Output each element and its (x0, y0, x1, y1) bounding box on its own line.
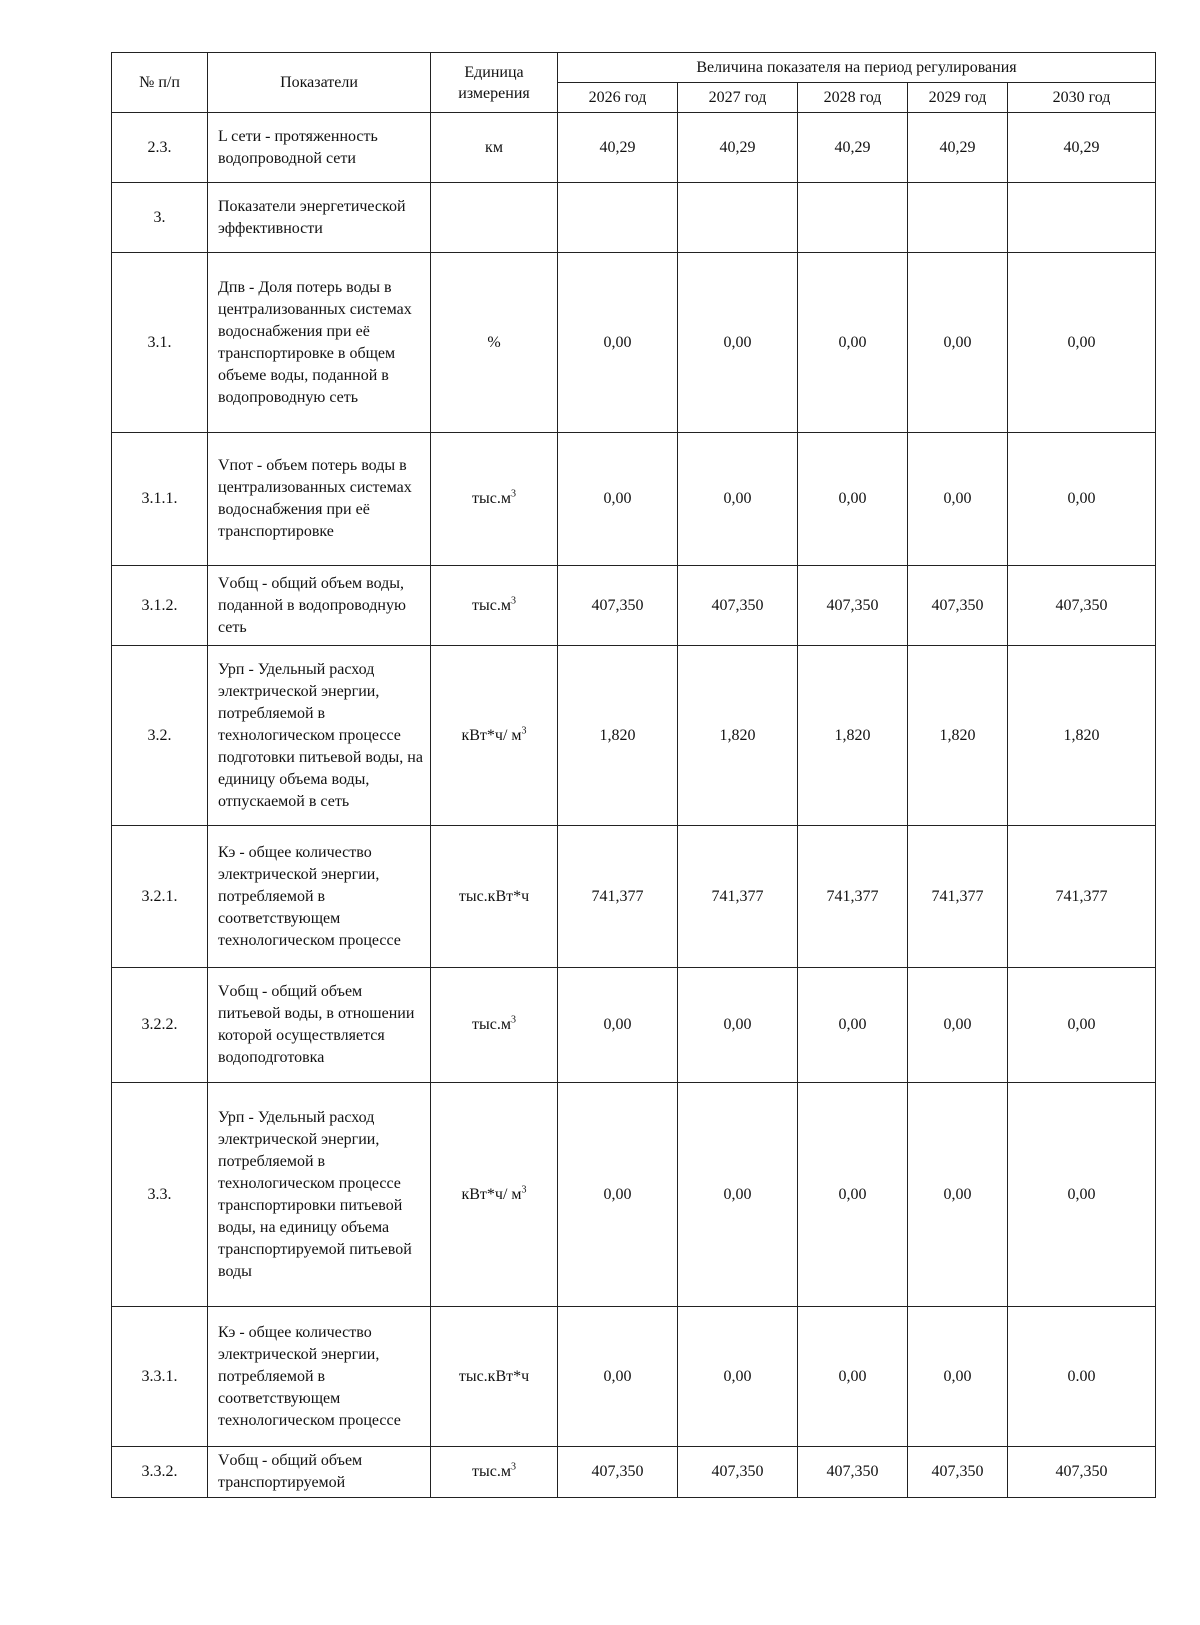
row-value: 1,820 (908, 646, 1008, 826)
row-number: 3.2. (112, 646, 208, 826)
unit-superscript: 3 (510, 1014, 516, 1026)
row-indicator: Урп - Удельный расход электрической энергии, потребляемой в технологическом процессе подготовки питьевой воды, на единицу объема воды, отпускаемой в сеть (208, 646, 431, 826)
row-value: 407,350 (908, 566, 1008, 646)
table-row (112, 968, 1156, 1083)
row-unit (431, 1447, 558, 1498)
row-value: 0,00 (678, 1307, 798, 1447)
row-indicator: Vобщ - общий объем транспортируемой (208, 1447, 431, 1498)
row-indicator: Дпв - Доля потерь воды в централизованных системах водоснабжения при её транспортировке в общем объеме воды, поданной в водопроводную сеть (208, 253, 431, 433)
row-value: 0,00 (558, 253, 678, 433)
header-year: 2027 год (678, 83, 798, 113)
row-indicator: L сети - протяженность водопроводной сети (208, 113, 431, 183)
row-unit (431, 968, 558, 1083)
unit-superscript: 3 (510, 1461, 516, 1473)
row-number: 3.2.1. (112, 826, 208, 968)
row-unit (431, 566, 558, 646)
table-row (112, 253, 1156, 433)
row-value: 741,377 (1008, 826, 1156, 968)
row-value: 40,29 (908, 113, 1008, 183)
row-value (558, 183, 678, 253)
table-row (112, 113, 1156, 183)
row-value: 407,350 (798, 1447, 908, 1498)
row-value: 0,00 (558, 968, 678, 1083)
row-number: 3.3.2. (112, 1447, 208, 1498)
header-num: № п/п (112, 53, 208, 113)
row-value: 0,00 (908, 253, 1008, 433)
row-value: 0,00 (558, 433, 678, 566)
row-value: 40,29 (1008, 113, 1156, 183)
row-value: 0,00 (798, 968, 908, 1083)
row-value: 407,350 (908, 1447, 1008, 1498)
header-year: 2026 год (558, 83, 678, 113)
row-value: 0,00 (558, 1307, 678, 1447)
row-unit (431, 826, 558, 968)
header-unit: Единица измерения (431, 53, 558, 113)
row-number: 3.2.2. (112, 968, 208, 1083)
unit-text: тыс.кВт*ч (458, 1367, 530, 1385)
row-value: 0,00 (678, 433, 798, 566)
table-row (112, 1083, 1156, 1307)
row-value: 741,377 (558, 826, 678, 968)
unit-text: тыс.м (472, 1016, 511, 1033)
row-value: 0,00 (908, 433, 1008, 566)
row-value: 0,00 (798, 433, 908, 566)
unit-text: тыс.м (472, 1463, 511, 1480)
unit-text: км (485, 138, 503, 156)
row-value: 741,377 (798, 826, 908, 968)
row-indicator: Vобщ - общий объем питьевой воды, в отношении которой осуществляется водоподготовка (208, 968, 431, 1083)
row-value: 407,350 (1008, 566, 1156, 646)
row-value: 1,820 (1008, 646, 1156, 826)
row-value: 40,29 (678, 113, 798, 183)
row-value: 0,00 (798, 1083, 908, 1307)
row-value: 407,350 (558, 1447, 678, 1498)
row-value: 1,820 (558, 646, 678, 826)
header-indicator: Показатели (208, 53, 431, 113)
row-indicator: Урп - Удельный расход электрической энергии, потребляемой в технологическом процессе транспортировки питьевой воды, на единицу объема транспортируемой питьевой воды (208, 1083, 431, 1307)
row-value: 0,00 (1008, 968, 1156, 1083)
row-value: 0.00 (1008, 1307, 1156, 1447)
row-number: 2.3. (112, 113, 208, 183)
row-value: 0,00 (908, 1083, 1008, 1307)
row-value: 0,00 (798, 253, 908, 433)
row-unit (431, 183, 558, 253)
header-year: 2029 год (908, 83, 1008, 113)
table-row (112, 183, 1156, 253)
row-value: 407,350 (678, 566, 798, 646)
row-unit (431, 433, 558, 566)
row-number: 3.1.1. (112, 433, 208, 566)
row-unit (431, 1307, 558, 1447)
table-row (112, 826, 1156, 968)
unit-superscript: 3 (510, 488, 516, 500)
row-value: 407,350 (1008, 1447, 1156, 1498)
row-value: 741,377 (678, 826, 798, 968)
row-unit (431, 113, 558, 183)
row-value: 0,00 (1008, 253, 1156, 433)
table-row (112, 433, 1156, 566)
unit-text: тыс.кВт*ч (458, 887, 530, 905)
unit-superscript: 3 (521, 1184, 527, 1196)
row-number: 3. (112, 183, 208, 253)
unit-superscript: 3 (510, 595, 516, 607)
row-number: 3.3.1. (112, 1307, 208, 1447)
row-number: 3.1. (112, 253, 208, 433)
row-indicator: Кэ - общее количество электрической энергии, потребляемой в соответствующем технологическом процессе (208, 826, 431, 968)
row-number: 3.1.2. (112, 566, 208, 646)
row-value: 407,350 (678, 1447, 798, 1498)
row-value (798, 183, 908, 253)
table-row (112, 1307, 1156, 1447)
row-value: 0,00 (908, 968, 1008, 1083)
header-period: Величина показателя на период регулирования (558, 53, 1156, 83)
row-value: 0,00 (678, 253, 798, 433)
row-value (678, 183, 798, 253)
row-value: 0,00 (908, 1307, 1008, 1447)
row-unit (431, 253, 558, 433)
row-value: 1,820 (678, 646, 798, 826)
row-value: 0,00 (558, 1083, 678, 1307)
row-value: 40,29 (558, 113, 678, 183)
row-value: 40,29 (798, 113, 908, 183)
row-value (1008, 183, 1156, 253)
table-row (112, 1447, 1156, 1498)
row-value: 407,350 (798, 566, 908, 646)
unit-text: % (487, 333, 501, 351)
row-value: 1,820 (798, 646, 908, 826)
table-row (112, 566, 1156, 646)
indicator-table (111, 52, 1156, 1498)
row-value: 0,00 (678, 968, 798, 1083)
header-year: 2030 год (1008, 83, 1156, 113)
unit-text: тыс.м (472, 596, 511, 614)
row-indicator: Vобщ - общий объем воды, поданной в водопроводную сеть (208, 566, 431, 646)
unit-text: кВт*ч/ м (461, 1185, 522, 1203)
table-row (112, 646, 1156, 826)
row-value: 0,00 (798, 1307, 908, 1447)
row-unit (431, 1083, 558, 1307)
row-number: 3.3. (112, 1083, 208, 1307)
row-value: 0,00 (1008, 433, 1156, 566)
row-indicator: Кэ - общее количество электрической энергии, потребляемой в соответствующем технологическом процессе (208, 1307, 431, 1447)
row-value (908, 183, 1008, 253)
row-value: 407,350 (558, 566, 678, 646)
row-unit (431, 646, 558, 826)
row-value: 0,00 (678, 1083, 798, 1307)
row-indicator: Показатели энергетической эффективности (208, 183, 431, 253)
row-value: 0,00 (1008, 1083, 1156, 1307)
row-value: 741,377 (908, 826, 1008, 968)
unit-text: кВт*ч/ м (461, 726, 522, 744)
row-indicator: Vпот - объем потерь воды в централизованных системах водоснабжения при её транспортировке (208, 433, 431, 566)
header-year: 2028 год (798, 83, 908, 113)
unit-superscript: 3 (521, 725, 527, 737)
unit-text: тыс.м (472, 490, 511, 507)
